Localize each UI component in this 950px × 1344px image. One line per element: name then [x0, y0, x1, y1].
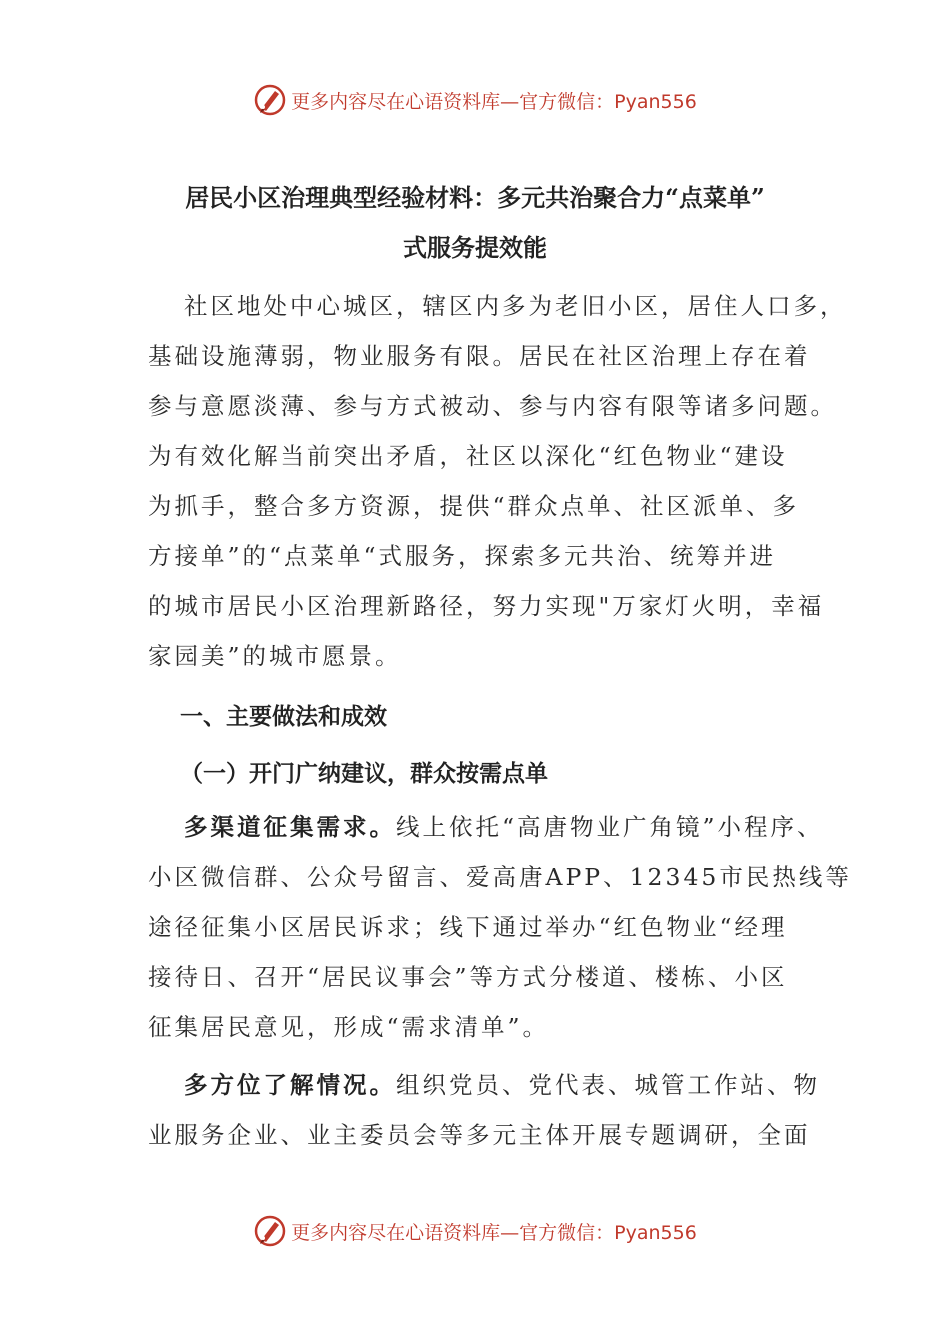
paragraph-line: 为有效化解当前突出矛盾，社区以深化“红色物业“建设	[148, 442, 788, 470]
paragraph-line: 途径征集小区居民诉求；线下通过举办“红色物业“经理	[148, 913, 788, 941]
paragraph-line: 社区地处中心城区，辖区内多为老旧小区，居住人口多，	[184, 292, 847, 320]
pen-circle-logo-icon	[253, 83, 287, 117]
watermark-text: 更多内容尽在心语资料库—官方微信：Pyan556	[291, 1221, 697, 1244]
subsection-heading: （一）开门广纳建议，群众按需点单	[180, 760, 548, 787]
paragraph-line: 业服务企业、业主委员会等多元主体开展专题调研，全面	[148, 1121, 811, 1149]
paragraph-line: 征集居民意见，形成“需求清单”。	[148, 1013, 550, 1041]
watermark-header	[0, 80, 950, 120]
section-heading: 一、主要做法和成效	[180, 703, 387, 730]
paragraph-line: 的城市居民小区治理新路径，努力实现"万家灯火明，幸福	[148, 592, 825, 620]
paragraph-line: 接待日、召开“居民议事会”等方式分楼道、楼栋、小区	[148, 963, 788, 991]
paragraph-lead: 多渠道征集需求。	[184, 813, 396, 841]
paragraph-line: 多方位了解情况。组织党员、党代表、城管工作站、物	[184, 1071, 820, 1099]
paragraph-intro	[148, 281, 847, 681]
paragraph-line: 方接单”的“点菜单“式服务，探索多元共治、统筹并进	[148, 542, 777, 570]
paragraph-situation-survey	[148, 1060, 818, 1160]
paragraph-line: 多渠道征集需求。线上依托“高唐物业广角镜”小程序、	[184, 813, 824, 841]
paragraph-line: 基础设施薄弱，物业服务有限。居民在社区治理上存在着	[148, 342, 811, 370]
paragraph-line: 为抓手，整合多方资源，提供“群众点单、社区派单、多	[148, 492, 800, 520]
paragraph-demand-collection	[148, 802, 852, 1052]
paragraph-line: 参与意愿淡薄、参与方式被动、参与内容有限等诸多问题。	[148, 392, 837, 420]
document-title-line-2: 式服务提效能	[403, 233, 547, 262]
document-title-line-1: 居民小区治理典型经验材料：多元共治聚合力“点菜单”	[185, 183, 765, 212]
watermark-text: 更多内容尽在心语资料库—官方微信：Pyan556	[291, 90, 697, 113]
watermark-footer	[0, 1211, 950, 1251]
pen-circle-logo-icon	[253, 1214, 287, 1248]
paragraph-lead: 多方位了解情况。	[184, 1071, 396, 1099]
paragraph-line: 家园美”的城市愿景。	[148, 642, 402, 670]
paragraph-line: 小区微信群、公众号留言、爱高唐APP、12345市民热线等	[148, 863, 852, 891]
